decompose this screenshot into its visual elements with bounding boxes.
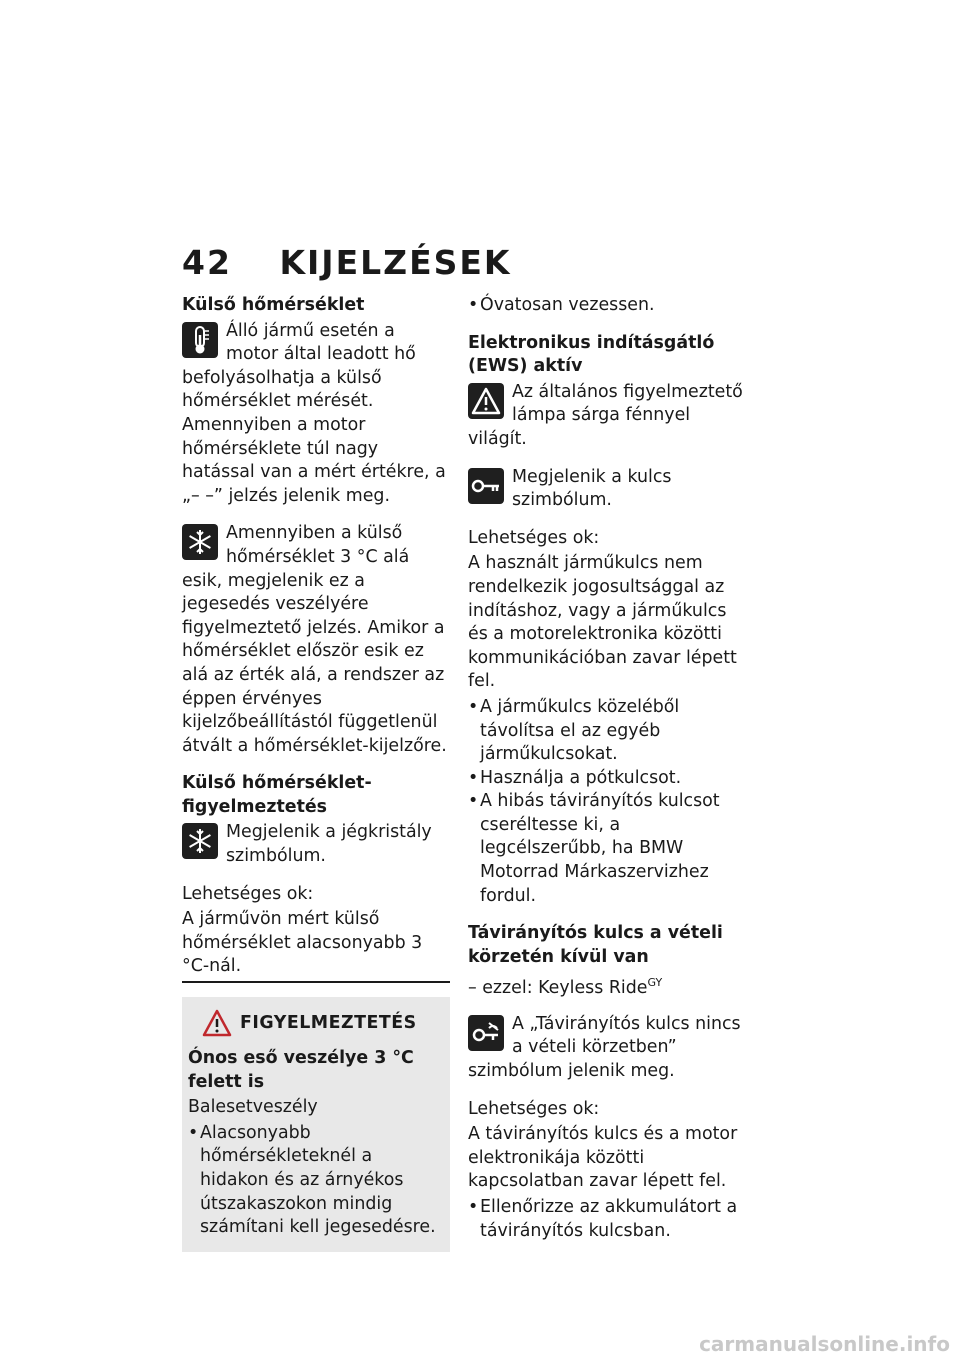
list-item: • Óvatosan vezessen.: [468, 294, 743, 318]
list-item: • Ellenőrizze az akkumulátort a távirányítós kulcsban.: [468, 1196, 743, 1243]
paragraph: A használt járműkulcs nem rendelkezik jogosultsággal az indításhoz, vagy a járműkulcs és a motorelektronika közötti kommunikációban zavar lépett fel.: [468, 553, 737, 692]
key-icon: [468, 468, 504, 504]
list-item: • Alacsonyabb hőmérsékleteknél a hidakon és az árnyékos útszakaszokon mindig számítani kell jegesedésre.: [188, 1122, 444, 1240]
thermometer-icon: [182, 322, 218, 358]
paragraph: Az általános figyelmeztető lámpa sárga fénnyel világít.: [468, 381, 743, 449]
right-column: [468, 294, 743, 1257]
page-title: KIJELZÉSEK: [279, 243, 512, 282]
paragraph: A „Távirányítós kulcs nincs a vételi körzetben” szimbólum jelenik meg.: [468, 1013, 741, 1082]
page-number: 42: [182, 243, 232, 282]
snowflake-icon: [182, 823, 218, 859]
section-heading-ews: Elektronikus indításgátló (EWS) aktív: [468, 332, 715, 377]
label-possible-cause: Lehetséges ok:: [468, 1098, 600, 1119]
warning-triangle-icon: [202, 1009, 232, 1037]
warning-box: [182, 997, 450, 1252]
section-heading-temperature-warning: Külső hőmérséklet-figyelmeztetés: [182, 773, 372, 817]
warning-subtitle: Ónos eső veszélye 3 °C felett is: [188, 1048, 414, 1092]
paragraph: Megjelenik a kulcs szimbólum.: [512, 466, 672, 511]
paragraph: Megjelenik a jégkristály szimbólum.: [226, 822, 432, 867]
section-heading-outside-temperature: Külső hőmérséklet: [182, 295, 365, 315]
list-item: • A járműkulcs közeléből távolítsa el az egyéb járműkulcsokat.: [468, 696, 743, 767]
left-column: [182, 294, 450, 1252]
label-possible-cause: Lehetséges ok:: [182, 883, 314, 904]
warning-triangle-icon: [468, 383, 504, 419]
paragraph: Álló jármű esetén a motor által leadott hő befolyásolhatja a külső hőmérséklet mérését. Amennyiben a motor hőmérséklete túl nagy hatással van a mért értékre, a „– –” jelzés jelenik meg.: [182, 320, 446, 506]
page-header: [182, 243, 512, 282]
remote-key-icon: [468, 1015, 504, 1051]
warning-type: Balesetveszély: [188, 1097, 318, 1118]
snowflake-icon: [182, 524, 218, 560]
paragraph: A járművön mért külső hőmérséklet alacsonyabb 3 °C-nál.: [182, 908, 450, 983]
list-item: • A hibás távirányítós kulcsot cseréltesse ki, a legcélszerűbb, ha BMW Motorrad Márkaszervizhez fordul.: [468, 790, 743, 908]
watermark: carmanualsonline.info: [699, 1332, 950, 1356]
list-item: • Használja a pótkulcsot.: [468, 767, 743, 791]
warning-title: FIGYELMEZTETÉS: [202, 1009, 444, 1037]
label-possible-cause: Lehetséges ok:: [468, 527, 600, 548]
paragraph: Amennyiben a külső hőmérséklet 3 °C alá esik, megjelenik ez a jegesedés veszélyére figyelmeztető jelzés. Amikor a hőmérséklet először esik ez alá az érték alá, a rendszer az éppen érvényes kijelzőbeállítástól függetlenül átvált a hőmérséklet-kijelzőre.: [182, 523, 447, 756]
option-line: – ezzel: Keyless Ride$^{GY}$: [468, 976, 663, 999]
section-heading-remote-key: Távirányítós kulcs a vételi körzetén kívül van: [468, 923, 723, 967]
paragraph: A távirányítós kulcs és a motor elektronikája közötti kapcsolatban zavar lépett fel.: [468, 1124, 738, 1192]
